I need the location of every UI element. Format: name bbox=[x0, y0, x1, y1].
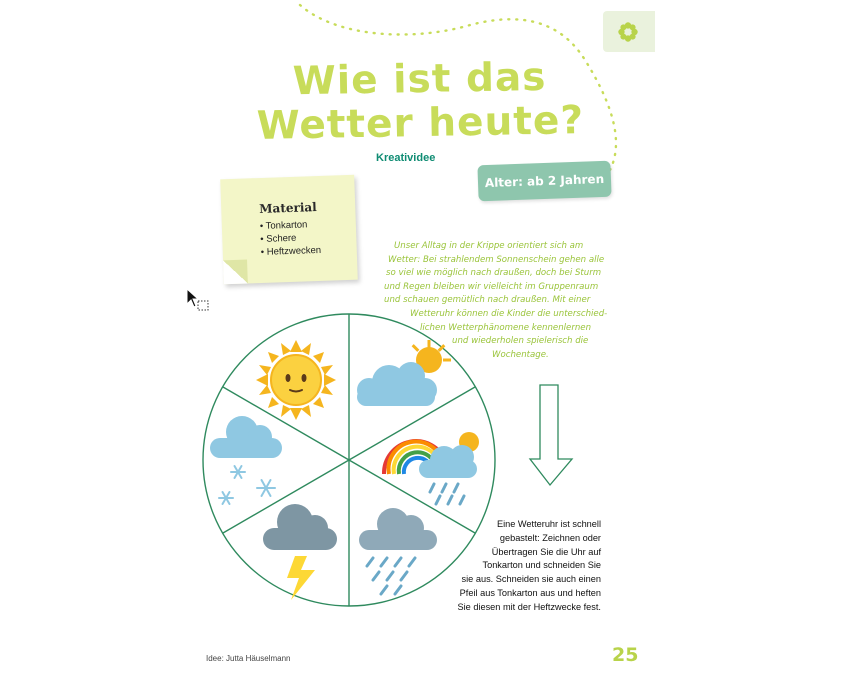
intro-line: Wochentage. bbox=[492, 349, 549, 360]
arrow-down-icon bbox=[528, 383, 576, 487]
instruction-line: Tonkarton und schneiden Sie bbox=[482, 560, 601, 571]
material-item: • Schere bbox=[260, 231, 321, 246]
age-badge: Alter: ab 2 Jahren bbox=[477, 161, 611, 202]
title-line-1: Wie ist das bbox=[292, 54, 547, 105]
title-line-2: Wetter heute? bbox=[256, 98, 585, 149]
category-label: Kreatividee bbox=[376, 152, 436, 164]
corner-tab bbox=[603, 11, 655, 52]
intro-line: lichen Wetterphänomene kennenlernen bbox=[420, 322, 592, 333]
note-fold bbox=[223, 259, 248, 284]
sun-icon bbox=[256, 340, 336, 420]
intro-line: und schauen gemütlich nach draußen. Mit einer bbox=[384, 295, 591, 306]
intro-line: so viel wie möglich nach draußen, doch bei Sturm bbox=[386, 268, 602, 279]
page-title bbox=[249, 55, 590, 149]
material-title: Material bbox=[259, 200, 317, 217]
intro-line: Wetteruhr können die Kinder die unterschied- bbox=[410, 308, 608, 319]
page-number: 25 bbox=[612, 644, 639, 666]
instruction-line: Sie diesen mit der Heftzwecke fest. bbox=[457, 601, 601, 612]
intro-line: und wiederholen spielerisch die bbox=[452, 336, 589, 347]
instruction-line: gebastelt: Zeichnen oder bbox=[499, 532, 601, 543]
intro-line: und Regen bleiben wir vielleicht im Gruppenraum bbox=[384, 281, 599, 292]
credit-line: Idee: Jutta Häuselmann bbox=[206, 654, 291, 663]
instruction-text bbox=[425, 518, 601, 615]
material-item: • Heftzwecken bbox=[261, 244, 322, 259]
material-list bbox=[260, 218, 322, 259]
intro-line: Wetter: Bei strahlendem Sonnenschein gehen alle bbox=[388, 254, 605, 265]
instruction-line: sie aus. Schneiden sie auch einen bbox=[461, 574, 601, 585]
intro-line: Unser Alltag in der Krippe orientiert sich am bbox=[394, 241, 584, 251]
instruction-line: Übertragen Sie die Uhr auf bbox=[491, 546, 601, 557]
material-note bbox=[220, 175, 358, 285]
instruction-line: Pfeil aus Tonkarton aus und heften bbox=[459, 587, 601, 598]
material-item: • Tonkarton bbox=[260, 218, 321, 233]
mouse-cursor-icon bbox=[186, 288, 212, 314]
instruction-line: Eine Wetteruhr ist schnell bbox=[496, 519, 601, 529]
flower-icon bbox=[617, 21, 639, 43]
